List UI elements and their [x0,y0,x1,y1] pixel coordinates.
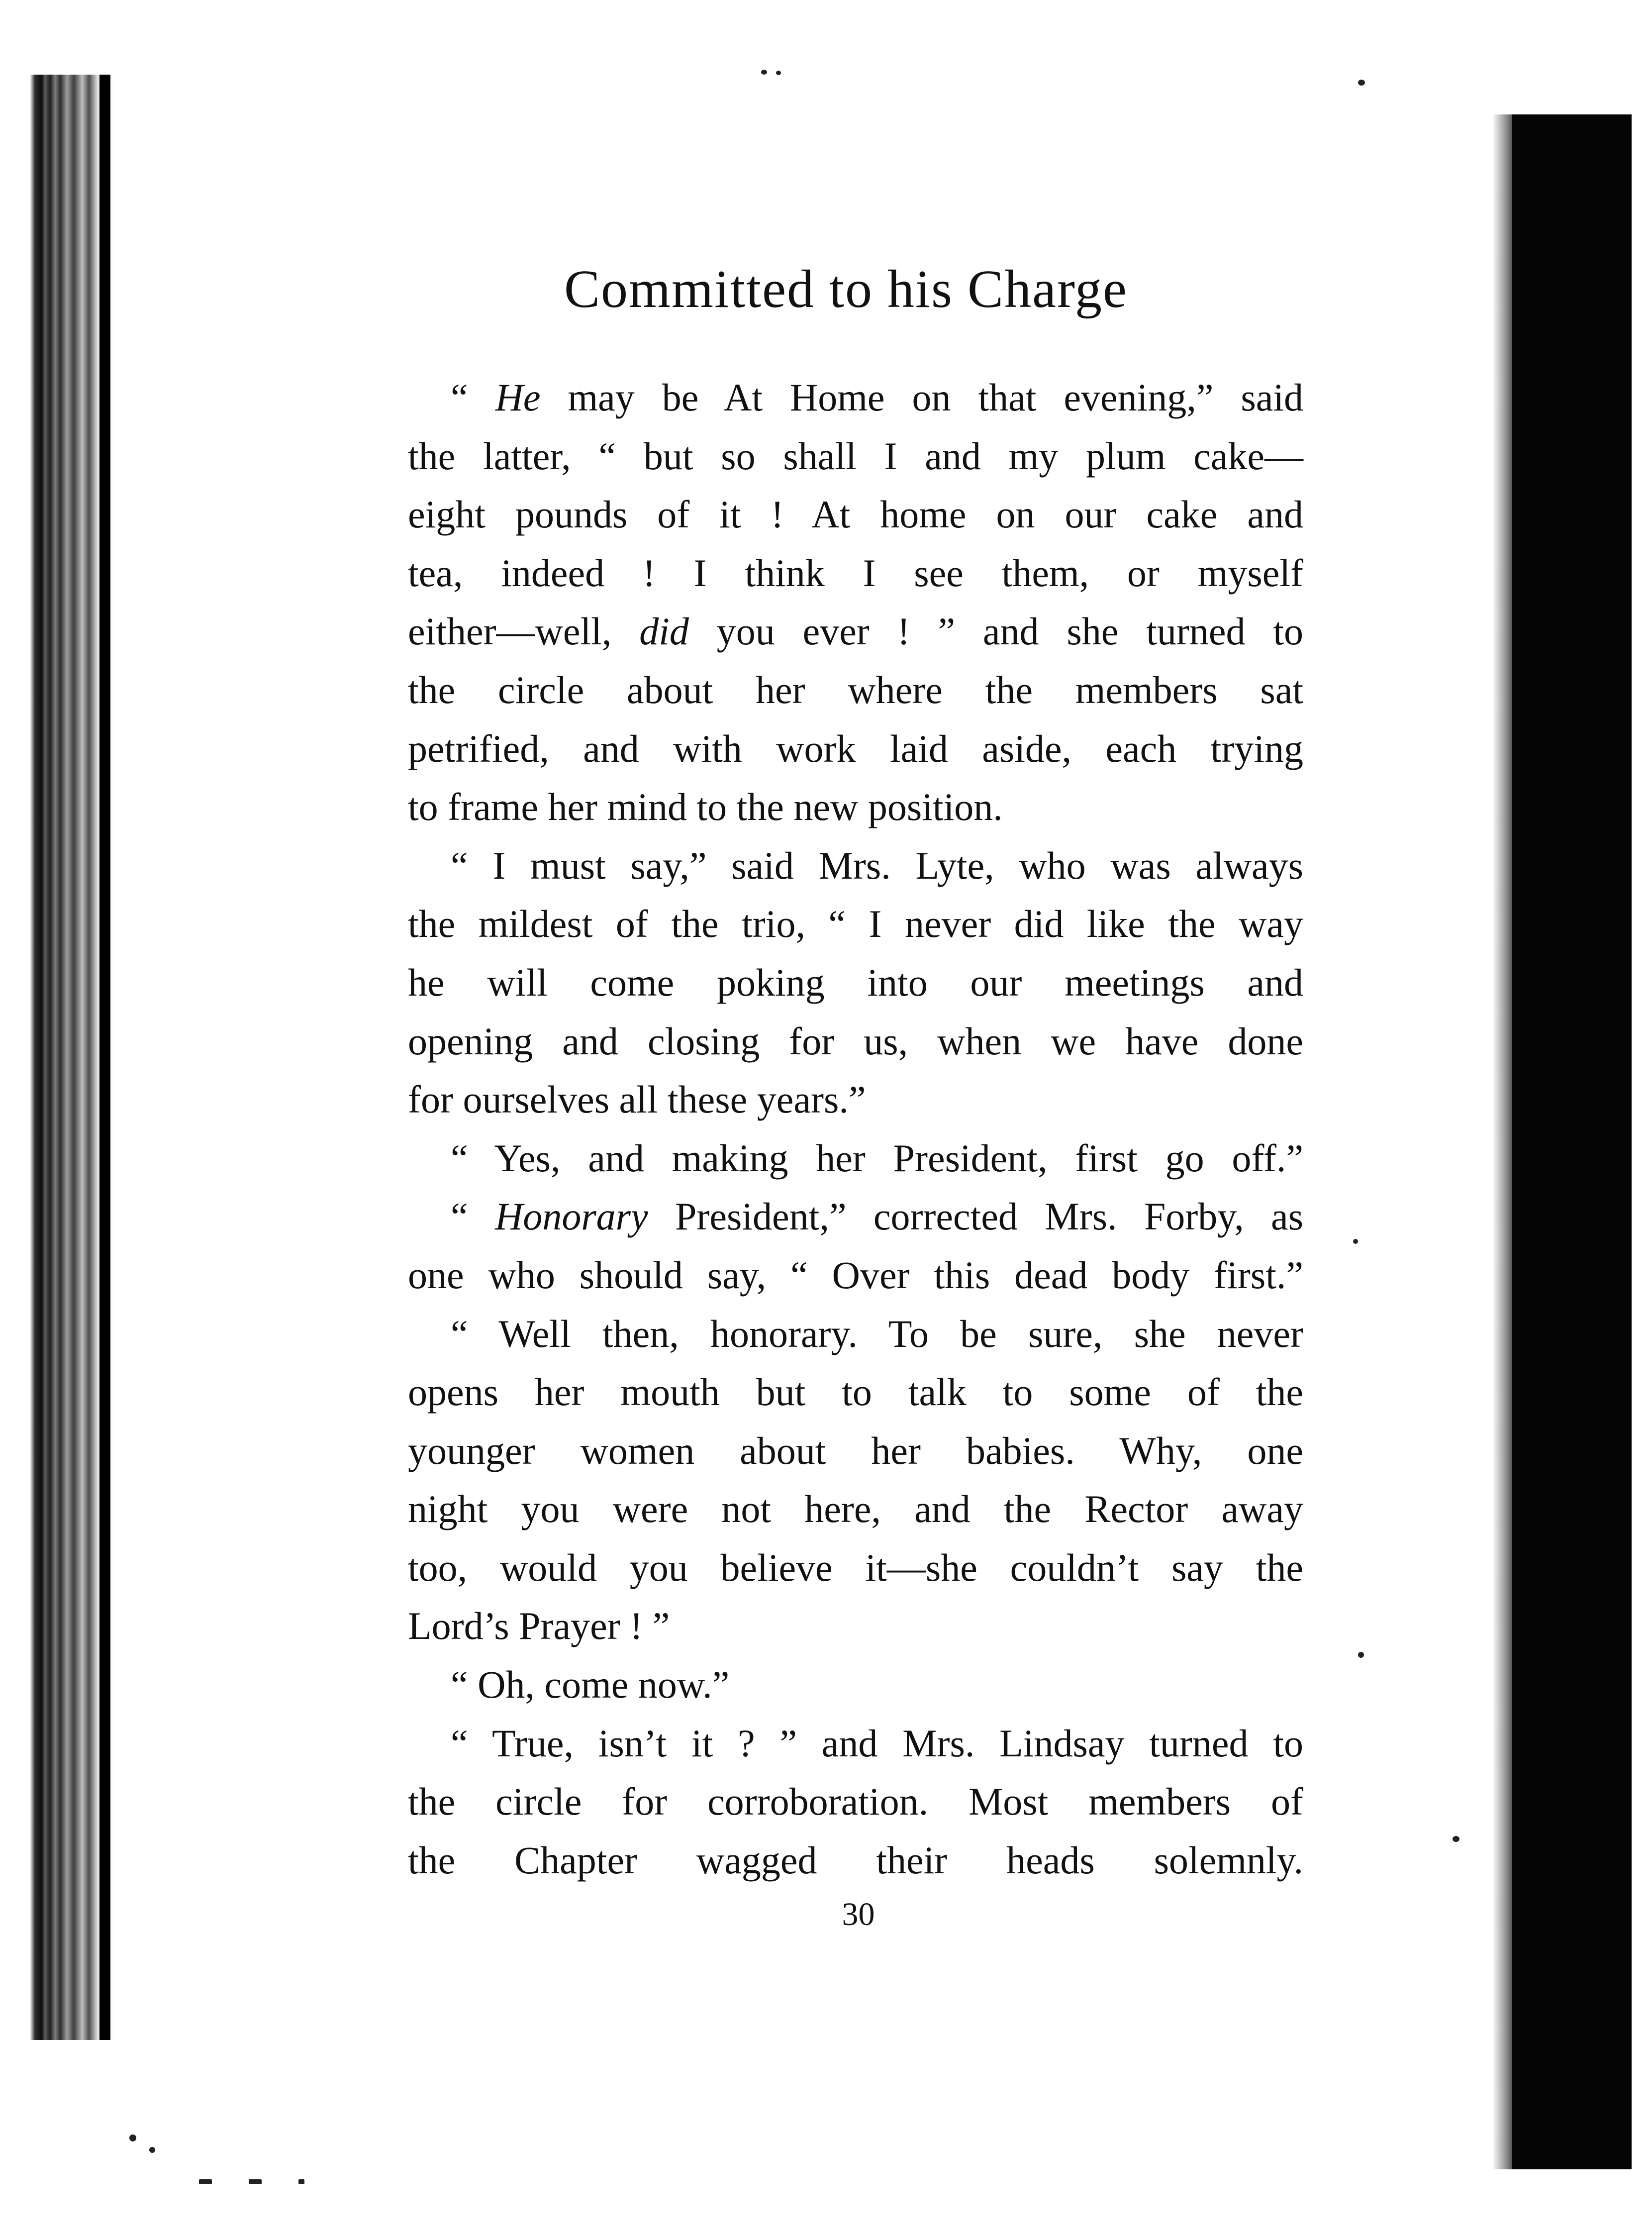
text-line [408,719,1303,778]
italic-text: He [495,376,541,419]
text-segment: eight pounds of it ! At home on our cake and [408,493,1303,536]
text-line [408,778,1303,836]
text-segment: the mildest of the trio, “ I never did like the way [408,902,1303,946]
text-line [408,1246,1303,1305]
text-segment: “ True, isn’t it ? ” and Mrs. Lindsay turned to [451,1721,1303,1765]
text-line [408,1363,1303,1422]
text-segment: may be At Home on that evening,” said [540,376,1303,419]
text-line [408,427,1303,486]
scan-speck [129,2134,136,2141]
text-line [408,544,1303,603]
text-line [408,1305,1303,1363]
text-line [408,1187,1303,1246]
scan-speck [1358,80,1365,86]
text-segment: either—well, [408,610,640,653]
text-segment: one who should say, “ Over this dead body first.” [408,1253,1303,1297]
text-segment: the Chapter wagged their heads solemnly. [408,1838,1303,1882]
scan-speck [761,70,767,75]
scan-speck [149,2147,155,2153]
text-segment: “ Yes, and making her President, first go off.” [451,1136,1303,1180]
body-text [408,368,1303,1889]
text-segment: you ever ! ” and she turned to [688,610,1303,653]
scan-speck [298,2179,304,2184]
text-segment: for ourselves all these years.” [408,1078,866,1121]
text-segment: petrified, and with work laid aside, each trying [408,726,1303,770]
text-segment: night you were not here, and the Rector away [408,1487,1303,1531]
running-head: Committed to his Charge [564,260,1128,319]
text-segment: “ [451,376,495,419]
text-segment: tea, indeed ! I think I see them, or myself [408,551,1303,595]
text-segment: he will come poking into our meetings and [408,960,1303,1004]
text-segment: Lord’s Prayer ! ” [408,1604,670,1648]
text-line [408,1480,1303,1538]
scan-speck [249,2179,262,2184]
text-segment: too, would you believe it—she couldn’t say the [408,1545,1303,1589]
text-segment: the circle about her where the members sat [408,668,1303,711]
text-line [408,1597,1303,1655]
text-line [408,1831,1303,1890]
text-segment: opens her mouth but to talk to some of the [408,1370,1303,1414]
text-segment: “ [451,1195,495,1238]
italic-text: Honorary [495,1195,648,1238]
text-segment: “ I must say,” said Mrs. Lyte, who was always [451,843,1303,887]
text-line [408,485,1303,544]
text-line [408,1714,1303,1773]
text-line [408,1655,1303,1714]
scan-speck [1358,1652,1364,1658]
text-line [408,953,1303,1012]
scan-binding-line [99,75,110,2040]
text-segment: the latter, “ but so shall I and my plum cake— [408,434,1303,478]
text-line [408,895,1303,953]
text-line [408,1070,1303,1129]
text-segment: President,” corrected Mrs. Forby, as [648,1195,1303,1238]
text-line [408,661,1303,719]
text-line [408,836,1303,895]
text-segment: the circle for corroboration. Most members of [408,1780,1303,1824]
text-line [408,1129,1303,1188]
text-line [408,368,1303,427]
text-segment: “ Well then, honorary. To be sure, she never [451,1312,1303,1355]
text-line [408,602,1303,661]
scan-speck [776,71,781,75]
text-line [408,1422,1303,1480]
scan-speck [199,2179,212,2184]
scan-speck [1353,1239,1358,1244]
text-line [408,1772,1303,1831]
text-segment: younger women about her babies. Why, one [408,1428,1303,1472]
text-segment: to frame her mind to the new position. [408,785,1003,829]
page-number: 30 [842,1896,875,1932]
scan-shadow-right [1512,114,1632,2169]
scan-speck [1453,1836,1459,1842]
italic-text: did [639,610,689,653]
text-line [408,1538,1303,1597]
text-segment: “ Oh, come now.” [451,1663,730,1707]
text-line [408,1012,1303,1071]
text-segment: opening and closing for us, when we have done [408,1019,1303,1063]
